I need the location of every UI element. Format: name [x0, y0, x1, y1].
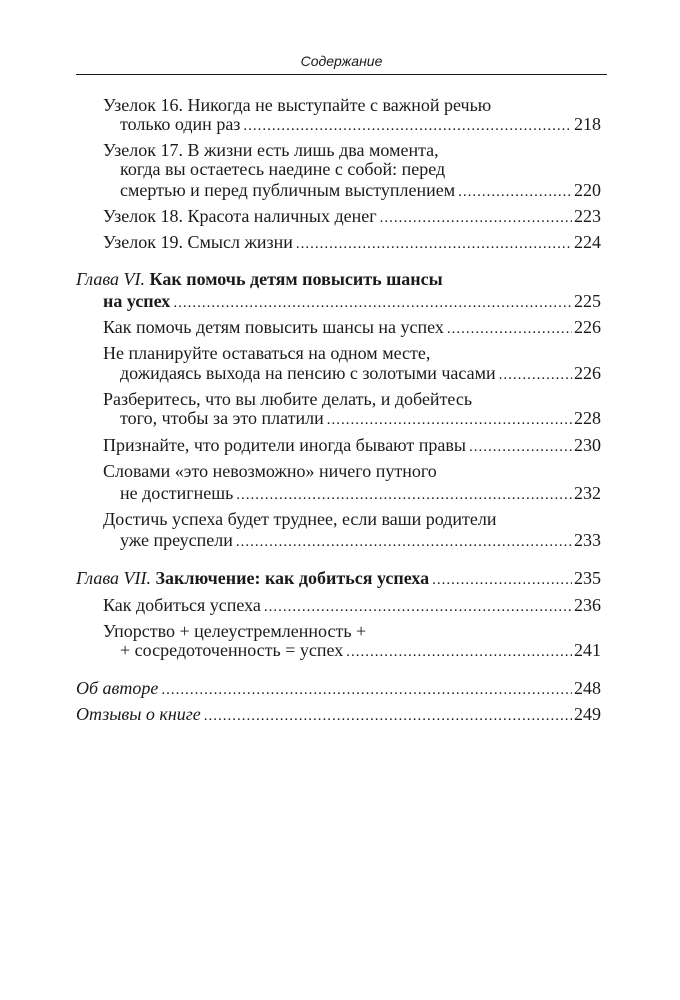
- entry-text-line: только один раз: [120, 114, 241, 134]
- entry-last-line: [120, 112, 601, 136]
- dot-leader: [173, 291, 572, 315]
- chapter-label: Глава VII.: [76, 568, 152, 588]
- entry-text-line: того, чтобы за это платили: [120, 408, 324, 428]
- entry-text-line: когда вы остаетесь наедине с собой: перед: [120, 159, 446, 179]
- entry-text-line: Узелок 19. Смысл жизни: [103, 232, 293, 252]
- entry-text-line: Признайте, что родители иногда бывают правы: [103, 435, 466, 455]
- entry-last-line: [103, 204, 601, 228]
- entry-last-line: [103, 230, 601, 254]
- entry-last-line: [120, 528, 601, 552]
- entry-last-line: [120, 178, 601, 202]
- entry-text-line: + сосредоточенность = успех: [120, 640, 344, 660]
- entry-last-line: [120, 638, 601, 662]
- dot-leader: [236, 530, 572, 554]
- chapter-title-cont: на успех: [103, 291, 171, 311]
- page-number: 233: [574, 530, 601, 550]
- dot-leader: [236, 483, 572, 507]
- entry-text-line: Как добиться успеха: [103, 595, 261, 615]
- dot-leader: [499, 363, 572, 387]
- entry-text-line: уже преуспели: [120, 530, 233, 550]
- entry-last-line: [76, 566, 601, 590]
- entry-last-line: [76, 676, 601, 700]
- entry-last-line: [103, 315, 601, 339]
- entry-text-line: Узелок 16. Никогда не выступайте с важной речью: [103, 95, 492, 115]
- dot-leader: [432, 568, 572, 592]
- entry-text-line: не достигнешь: [120, 483, 234, 503]
- entry-last-line: [103, 433, 601, 457]
- entry-text-line: Упорство + целеустремленность +: [103, 621, 367, 641]
- chapter-heading-line: [76, 267, 443, 291]
- entry-text-line: Достичь успеха будет труднее, если ваши родители: [103, 509, 497, 529]
- dot-leader: [469, 435, 572, 459]
- page-number: 230: [574, 435, 601, 455]
- page-number: 232: [574, 483, 601, 503]
- entry-text-line: Об авторе: [76, 678, 159, 698]
- page-number: 220: [574, 180, 601, 200]
- entry-text-line: Узелок 17. В жизни есть лишь два момента,: [103, 140, 439, 160]
- entry-last-line: [120, 361, 601, 385]
- running-header: Содержание: [300, 53, 383, 69]
- chapter-title: Как помочь детям повысить шансы: [149, 269, 443, 289]
- entry-last-line: [120, 406, 601, 430]
- dot-leader: [327, 408, 572, 432]
- entry-text-line: смертью и перед публичным выступлением: [120, 180, 456, 200]
- entry-last-line: [76, 702, 601, 726]
- page-number: 224: [574, 232, 601, 252]
- dot-leader: [204, 704, 572, 728]
- entry-text-line: Не планируйте оставаться на одном месте,: [103, 343, 431, 363]
- page-number: 249: [574, 704, 601, 724]
- dot-leader: [161, 678, 572, 702]
- page-number: 236: [574, 595, 601, 615]
- entry-text-line: Отзывы о книге: [76, 704, 201, 724]
- page-number: 235: [574, 568, 601, 588]
- page-number: 226: [574, 363, 601, 383]
- entry-last-line: [103, 593, 601, 617]
- page-number: 225: [574, 291, 601, 311]
- dot-leader: [296, 232, 572, 256]
- page-number: 226: [574, 317, 601, 337]
- page-number: 241: [574, 640, 601, 660]
- entry-text-line: дожидаясь выхода на пенсию с золотыми часами: [120, 363, 496, 383]
- dot-leader: [380, 206, 572, 230]
- chapter-label: Глава VI.: [76, 269, 146, 289]
- dot-leader: [264, 595, 572, 619]
- dot-leader: [447, 317, 572, 341]
- entry-text-line: Узелок 18. Красота наличных денег: [103, 206, 377, 226]
- chapter-heading-line: [76, 566, 429, 590]
- chapter-title: Заключение: как добиться успеха: [155, 568, 430, 588]
- entry-text-line: Разберитесь, что вы любите делать, и добейтесь: [103, 389, 473, 409]
- page-number: 248: [574, 678, 601, 698]
- page-number: 223: [574, 206, 601, 226]
- entry-text-line: Словами «это невозможно» ничего путного: [103, 461, 437, 481]
- entry-text-line: Как помочь детям повысить шансы на успех: [103, 317, 444, 337]
- dot-leader: [346, 640, 572, 664]
- page-number: 228: [574, 408, 601, 428]
- dot-leader: [458, 180, 572, 204]
- entry-last-line: [120, 481, 601, 505]
- page-number: 218: [574, 114, 601, 134]
- entry-last-line: [103, 289, 601, 313]
- dot-leader: [243, 114, 572, 138]
